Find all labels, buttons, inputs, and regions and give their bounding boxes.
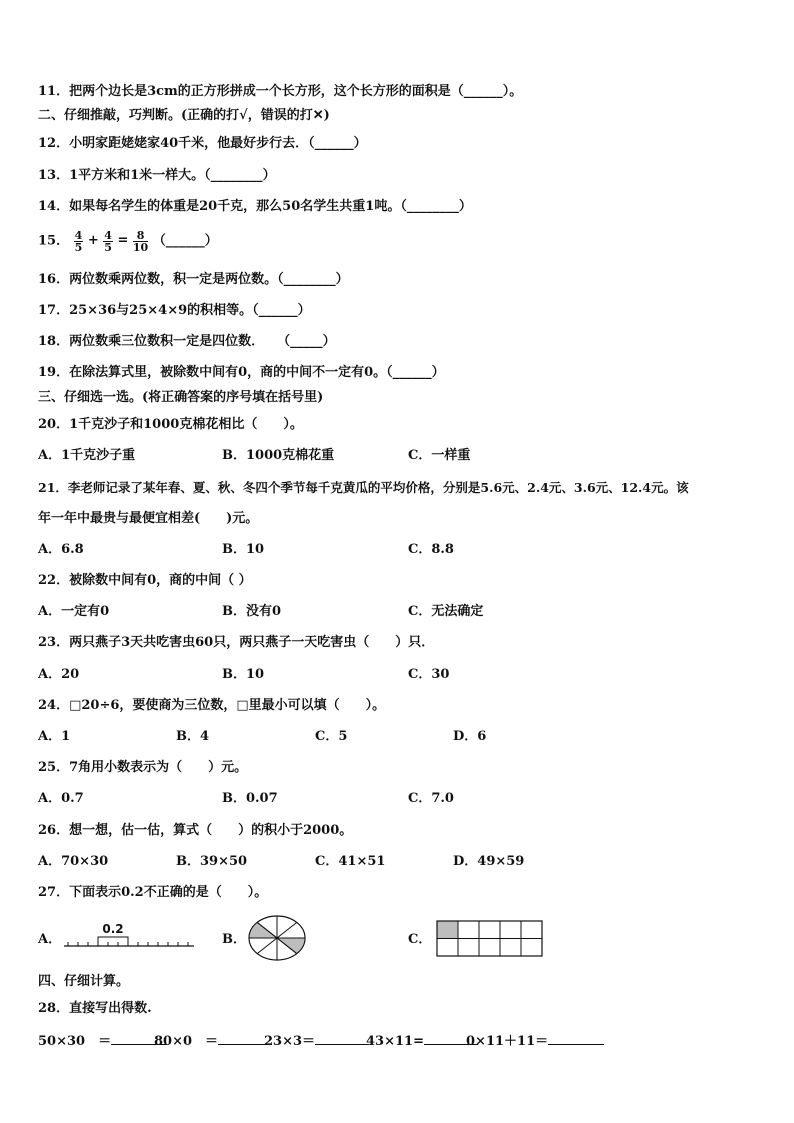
answer-blank[interactable]: [315, 1032, 369, 1045]
q23-option-b: B．10: [222, 667, 265, 682]
question-19: 19．在除法算式里，被除数中间有0，商的中间不一定有0。（______）: [38, 365, 445, 380]
q20-option-a: A．1千克沙子重: [38, 448, 136, 463]
q24-option-d: D．6: [453, 729, 487, 744]
q26-option-c: C．41×51: [315, 854, 386, 869]
question-22: 22．被除数中间有0，商的中间（ ）: [38, 573, 252, 588]
q20-option-b: B．1000克棉花重: [222, 448, 335, 463]
q24-option-b: B．4: [176, 729, 210, 744]
question-17: 17．25×36与25×4×9的积相等。（______）: [38, 303, 311, 318]
q25-option-b: B．0.07: [222, 791, 278, 806]
q22-option-c: C．无法确定: [408, 604, 484, 619]
fraction-c: $\frac{8}{10}$: [132, 228, 149, 254]
question-13: 13．1平方米和1米一样大。（________）: [38, 168, 276, 183]
question-21-line-1: 21．李老师记录了某年春、夏、秋、冬四个季节每千克黄瓜的平均价格，分别是5.6元、2.4元、3.6元、12.4元。该: [38, 480, 689, 495]
answer-blank[interactable]: [548, 1032, 604, 1045]
q24-option-a: A．1: [38, 729, 71, 744]
section-4-heading: 四、仔细计算。: [38, 974, 130, 989]
q23-option-a: A．20: [38, 667, 80, 682]
question-18: 18．两位数乘三位数积一定是四位数． （_____）: [38, 334, 336, 349]
question-28: 28．直接写出得数.: [38, 1001, 152, 1016]
grid-figure: [436, 920, 544, 958]
question-15-blank: （______）: [152, 233, 218, 249]
calc-item-5: 0×11＋11＝: [466, 1032, 604, 1050]
q20-option-c: C．一样重: [408, 448, 471, 463]
question-24: 24．□20÷6，要使商为三位数，□里最小可以填（ ）。: [38, 698, 386, 713]
number-line-label: 0.2: [102, 922, 124, 936]
q27-option-a-label: A．: [38, 932, 62, 947]
question-27: 27．下面表示0.2不正确的是（ ）。: [38, 885, 268, 900]
q21-option-b: B．10: [222, 542, 265, 557]
fraction-a: $\frac{4}{5}$: [74, 228, 83, 254]
q26-option-b: B．39×50: [176, 854, 248, 869]
question-16: 16．两位数乘两位数，积一定是两位数。（________）: [38, 272, 349, 287]
question-14: 14．如果每名学生的体重是20千克，那么50名学生共重1吨。（________）: [38, 199, 472, 214]
q27-option-b-label: B．: [222, 932, 246, 947]
q22-option-b: B．没有0: [222, 604, 282, 619]
pie-circle-figure: [247, 914, 307, 962]
q26-option-a: A．70×30: [38, 854, 109, 869]
question-25: 25．7角用小数表示为（ ）元。: [38, 760, 248, 775]
question-15-number: 15．: [38, 233, 70, 249]
calc-item-4: 43×11=: [366, 1032, 478, 1050]
q21-option-c: C．8.8: [408, 542, 454, 557]
calc-item-2: 80×0 ＝: [154, 1032, 272, 1050]
number-line-figure: [62, 918, 196, 952]
question-21-line-2: 年一年中最贵与最便宜相差( )元。: [38, 511, 259, 526]
q26-option-d: D．49×59: [453, 854, 525, 869]
fraction-b: $\frac{4}{5}$: [104, 228, 112, 254]
question-11: 11．把两个边长是3cm的正方形拼成一个长方形，这个长方形的面积是（______）。: [38, 84, 523, 99]
q25-option-a: A．0.7: [38, 791, 84, 806]
q25-option-c: C．7.0: [408, 791, 454, 806]
question-23: 23．两只燕子3天共吃害虫60只，两只燕子一天吃害虫（ ）只．: [38, 635, 435, 650]
q21-option-a: A．6.8: [38, 542, 84, 557]
question-15: [38, 228, 218, 255]
question-20: 20．1千克沙子和1000克棉花相比（ ）。: [38, 417, 303, 432]
q27-option-c-label: C．: [408, 932, 432, 947]
equals-sign: =: [117, 233, 129, 248]
question-12: 12．小明家距姥姥家40千米，他最好步行去．（______）: [38, 136, 367, 151]
section-2-heading: 二、仔细推敲，巧判断。(正确的打√，错误的打✕): [38, 108, 330, 123]
plus-sign: +: [87, 233, 99, 248]
q22-option-a: A．一定有0: [38, 604, 110, 619]
section-3-heading: 三、仔细选一选。(将正确答案的序号填在括号里): [38, 390, 324, 405]
question-26: 26．想一想，估一估，算式（ ）的积小于2000。: [38, 823, 353, 838]
calc-item-1: 50×30 ＝: [38, 1032, 167, 1050]
calc-item-3: 23×3＝: [264, 1032, 369, 1050]
q23-option-c: C．30: [408, 667, 450, 682]
q24-option-c: C．5: [315, 729, 348, 744]
